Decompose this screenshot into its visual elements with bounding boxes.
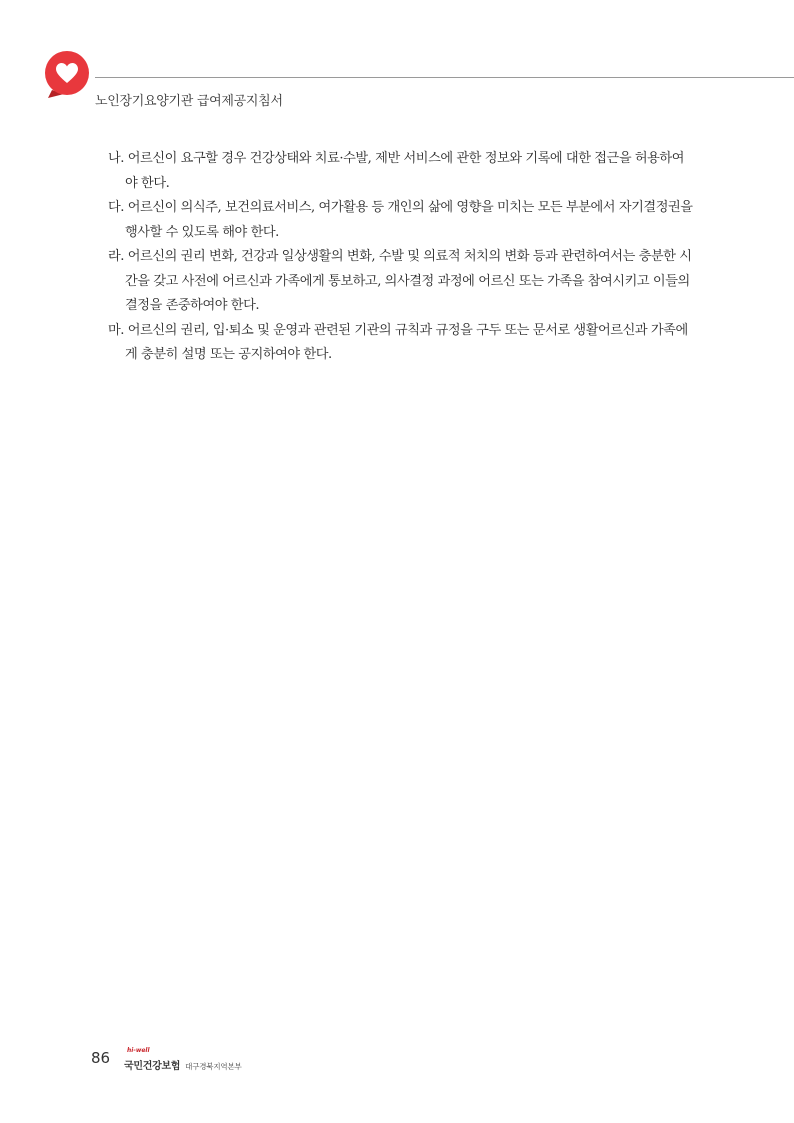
- footer-brand: [124, 1047, 242, 1073]
- brand-tagline: hi-well: [127, 1047, 150, 1054]
- item-text: 게 충분히 설명 또는 공지하여야 한다.: [125, 347, 332, 362]
- heart-speech-bubble-icon: [42, 50, 92, 100]
- item-text: 결정을 존중하여야 한다.: [125, 298, 260, 313]
- header-rule: [95, 77, 794, 78]
- guideline-list: [108, 147, 704, 368]
- branch-name: 대구경북지역본부: [185, 1062, 242, 1071]
- item-text: 나. 어르신이 요구할 경우 건강상태와 치료·수발, 제반 서비스에 관한 정보와 기록에 대한 접근을 허용하여: [108, 151, 685, 166]
- list-item: [108, 147, 704, 196]
- list-item: [108, 245, 704, 319]
- item-text: 야 한다.: [125, 175, 170, 191]
- item-text: 간을 갖고 사전에 어르신과 가족에게 통보하고, 의사결정 과정에 어르신 또는 가족을 참여시키고 이들의: [125, 273, 690, 289]
- list-item: [108, 196, 704, 245]
- page-number: 86: [91, 1049, 111, 1067]
- document-title: 노인장기요양기관 급여제공지침서: [95, 94, 283, 109]
- item-text: 다. 어르신이 의식주, 보건의료서비스, 여가활용 등 개인의 삶에 영향을 미치는 모든 부분에서 자기결정권을: [108, 200, 693, 215]
- list-item: [108, 319, 704, 368]
- item-text: 라. 어르신의 권리 변화, 건강과 일상생활의 변화, 수발 및 의료적 처치의 변화 등과 관련하여서는 충분한 시: [108, 249, 692, 264]
- item-text: 행사할 수 있도록 해야 한다.: [125, 224, 279, 240]
- organization-name: 국민건강보험: [124, 1061, 181, 1072]
- item-text: 마. 어르신의 권리, 입·퇴소 및 운영과 관련된 기관의 규칙과 규정을 구두 또는 문서로 생활어르신과 가족에: [108, 322, 688, 338]
